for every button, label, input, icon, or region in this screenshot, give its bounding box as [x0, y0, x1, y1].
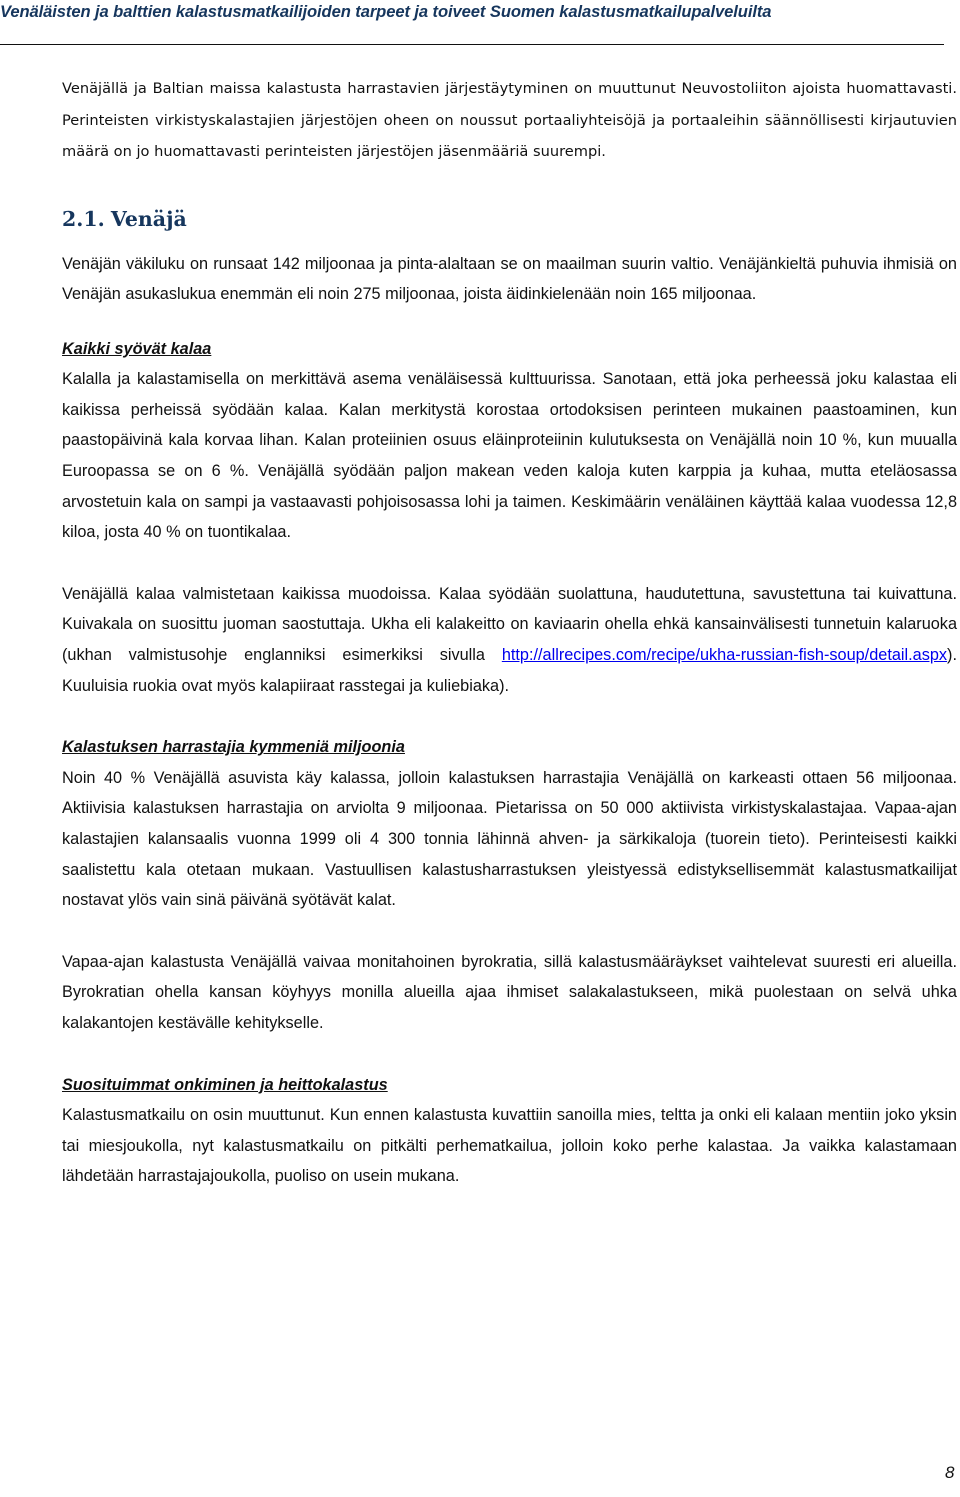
- section-heading: [62, 204, 957, 234]
- cooking-text-after: ). Kuuluisia ruokia ovat myös kalapiiraat rasstegai ja kuliebiaka).: [62, 646, 957, 695]
- fish-culture-paragraph: Kalalla ja kalastamisella on merkittävä asema venäläisessä kulttuurissa. Sanotaan, että joka perheessä joku kalastaa eli kaikissa perheissä syödään kalaa. Kalan merkitystä korostaa ortodoksisen perinteen mukainen paastoaminen, kun paastopäivinä kala korvaa lihan. Kalan proteiinien osuus eläinproteiinin kulutuksesta on Venäjällä noin 10 %, kun muualla Euroopassa se on 6 %. Venäjällä syödään paljon makean veden kaloja kuten karppia ja kuhaa, mutta eteläosassa arvostetuin kala on sampi ja vastaavasti pohjoisosassa lohi ja taimen. Keskimäärin venäläinen käyttää kalaa vuodessa 12,8 kiloa, josta 40 % on tuontikalaa.: [62, 370, 957, 542]
- bureaucracy-paragraph: Vapaa-ajan kalastusta Venäjällä vaivaa monitahoinen byrokratia, sillä kalastusmääräykset vaihtelevat suuresti eri alueilla. Byrokratian ohella kansan köyhyys monilla alueilla ajaa ihmiset salakalastukseen, mikä puolestaan on selvä uhka kalakantojen kestävälle kehitykselle.: [62, 952, 957, 1032]
- subheading-popular: Suosituimmat onkiminen ja heittokalastus: [62, 1075, 388, 1094]
- cooking-text-before: Venäjällä kalaa valmistetaan kaikissa muodoissa. Kalaa syödään suolattuna, haudutettuna, savustettuna tai kuivattuna. Kuivakala on suosittu juoman saostuttaja. Ukha eli kalakeitto on kaviaarin ohella ehkä kansainvälisesti tunnetuin kalaruoka (ukhan valmistusohje englanniksi esimerkiksi sivulla: [62, 584, 957, 665]
- header-title: Venäläisten ja balttien kalastusmatkailijoiden tarpeet ja toiveet Suomen kalastusmatkailupalveluilta: [0, 2, 772, 21]
- subheading-anglers: Kalastuksen harrastajia kymmeniä miljoonia: [62, 738, 405, 757]
- intro-paragraph: Venäjällä ja Baltian maissa kalastusta harrastavien järjestäytyminen on muuttunut Neuvostoliiton ajoista huomattavasti. Perinteisten virkistyskalastajien järjestöjen oheen on noussut portaaliyhteisöjä ja portaaleihin säännöllisesti kirjautuvien määrä on jo huomattavasti perinteisten järjestöjen jäsenmääriä suurempi.: [62, 80, 957, 160]
- section-number: 2.1.: [62, 206, 105, 231]
- population-paragraph: Venäjän väkiluku on runsaat 142 miljoonaa ja pinta-alaltaan se on maailman suurin valtio. Venäjänkieltä puhuvia ihmisiä on Venäjän asukaslukua enemmän eli noin 275 miljoonaa, joista äidinkielenään noin 165 miljoonaa.: [62, 254, 957, 304]
- recipe-link[interactable]: http://allrecipes.com/recipe/ukha-russian-fish-soup/detail.aspx: [501, 646, 948, 665]
- cooking-paragraph: [62, 579, 957, 701]
- popular-paragraph: Kalastusmatkailu on osin muuttunut. Kun ennen kalastusta kuvattiin sanoilla mies, teltta ja onki eli kalaan mentiin joko yksin tai miesjoukolla, nyt kalastusmatkailu on pitkälti perhematkailua, jolloin koko perhe kalastaa. Ja vaikka kalastamaan lähdetään harrastajajoukolla, puoliso on usein mukana.: [62, 1106, 957, 1186]
- page-number: 8: [945, 1463, 955, 1482]
- anglers-paragraph: Noin 40 % Venäjällä asuvista käy kalassa, jolloin kalastuksen harrastajia Venäjällä on karkeasti ottaen 56 miljoonaa. Aktiivisia kalastuksen harrastajia on arviolta 9 miljoonaa. Pietarissa on 50 000 aktiivista virkistyskalastajaa. Vapaa-ajan kalastajien kalansaalis vuonna 1999 oli 4 300 tonnia lähinnä ahven- ja särkikaloja (tuorein tieto). Perinteisesti kaikki saalistettu kala otetaan mukaan. Vastuullisen kalastusharrastuksen yleistyessä edistyksellisemmät kalastusmatkailijat nostavat ylös vain sinä päivänä syötävät kalat.: [62, 768, 957, 910]
- running-header: [0, 0, 960, 28]
- subheading-fish-culture: Kaikki syövät kalaa: [62, 339, 212, 358]
- page-content: [62, 73, 957, 1192]
- header-rule: [0, 44, 944, 45]
- section-title: Venäjä: [110, 206, 187, 231]
